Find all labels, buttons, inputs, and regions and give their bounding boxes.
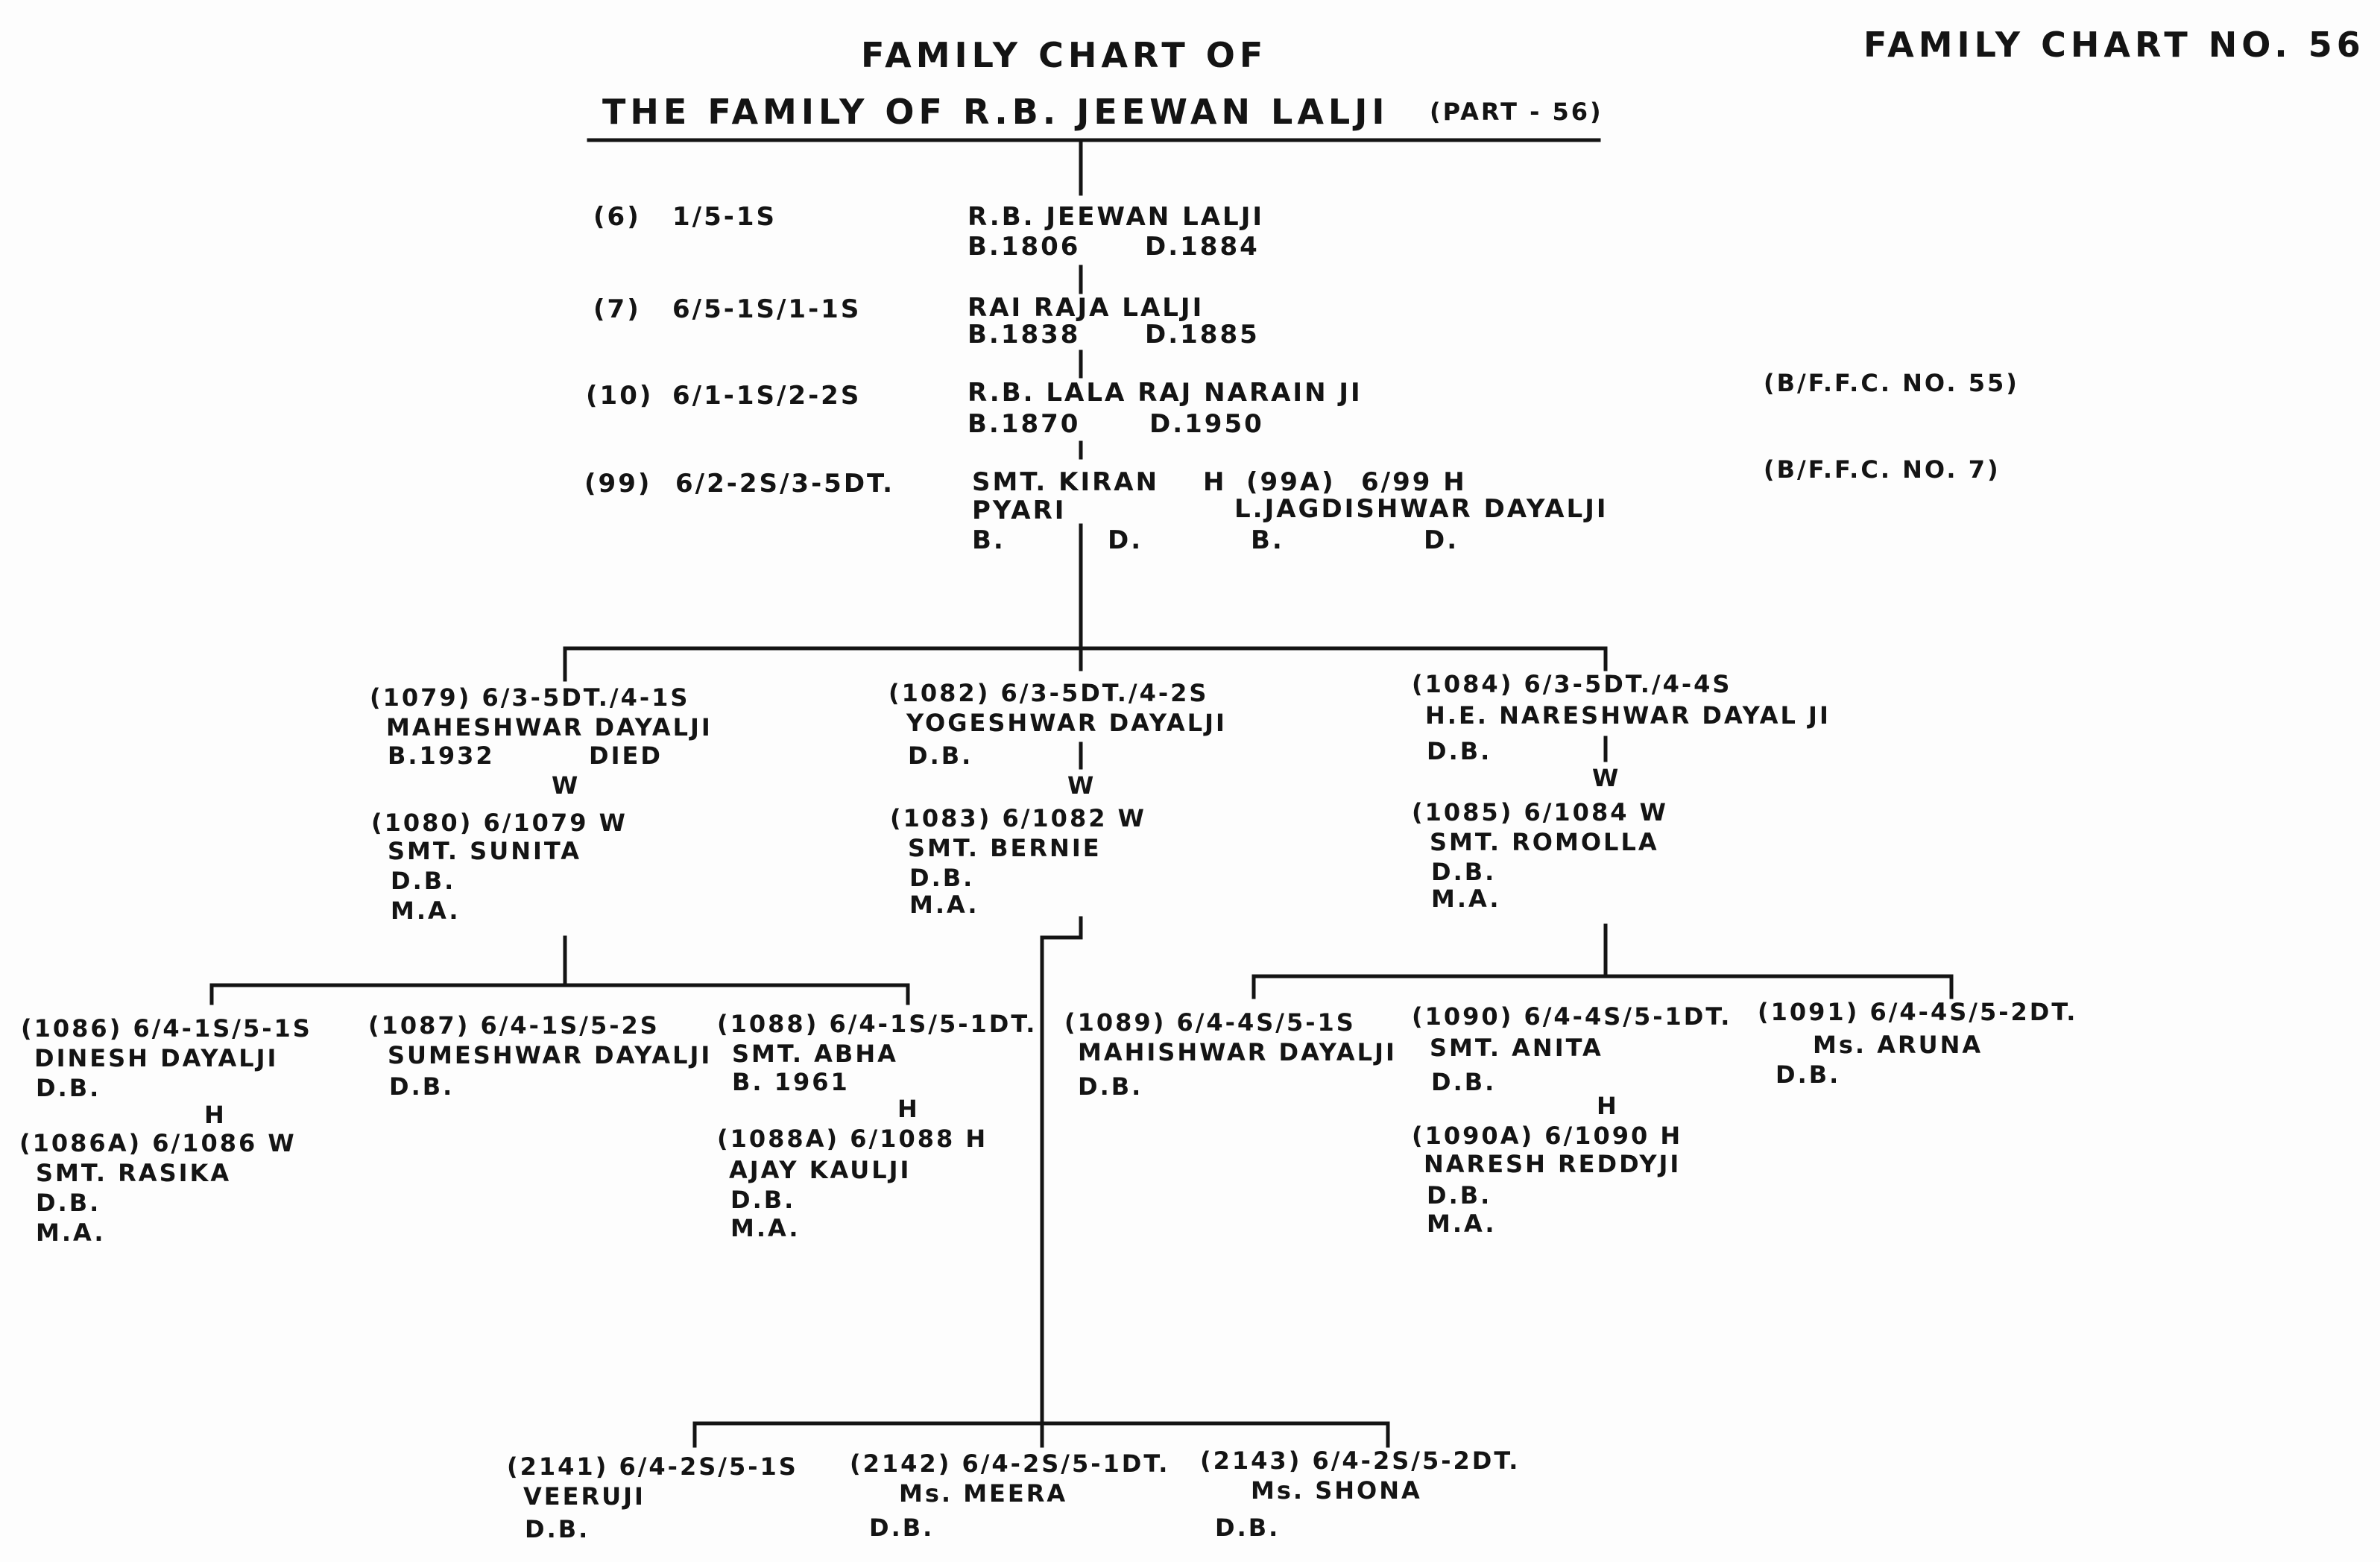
gen6-1090-name: SMT. ANITA (1430, 1034, 1603, 1062)
gen5-1083-db: D.B. (909, 864, 975, 892)
gen4-spouse-born: B. (1251, 525, 1284, 555)
gen5-1085-ma: M.A. (1431, 885, 1501, 913)
gen6-1090-header: (1090) 6/4-4S/5-1DT. (1412, 1002, 1732, 1031)
gen6-1086a-db: D.B. (36, 1189, 101, 1217)
gen5-1080-db: D.B. (391, 867, 456, 895)
gen5-1082-header: (1082) 6/3-5DT./4-2S (888, 679, 1209, 707)
gen6b-2143-name: Ms. SHONA (1251, 1476, 1422, 1505)
gen5-1079-born: B.1932 (388, 742, 495, 770)
chart-title-line2: THE FAMILY OF R.B. JEEWAN LALJI (602, 92, 1389, 132)
gen4-code: (99) (584, 469, 652, 499)
gen6b-2143-header: (2143) 6/4-2S/5-2DT. (1200, 1446, 1521, 1475)
gen5-1079-relation: W (552, 771, 581, 800)
gen4-spouse-died: D. (1424, 525, 1459, 555)
gen5-1080-name: SMT. SUNITA (388, 837, 581, 865)
gen5-1084-header: (1084) 6/3-5DT./4-4S (1412, 670, 1732, 698)
gen3-died: D.1950 (1149, 409, 1264, 439)
gen6-1088a-db: D.B. (730, 1186, 796, 1214)
gen5-1083-ma: M.A. (909, 891, 979, 919)
gen6b-2142-db: D.B. (869, 1514, 935, 1542)
gen6-1088-born: B. 1961 (732, 1068, 850, 1096)
gen3-name: R.B. LALA RAJ NARAIN JI (968, 378, 1363, 408)
gen6-1087-db: D.B. (389, 1072, 455, 1101)
gen3-reference: (B/F.F.C. NO. 55) (1764, 369, 2019, 397)
gen5-1079-died: DIED (589, 742, 663, 770)
chart-part-label: (PART - 56) (1430, 98, 1603, 126)
gen6-1087-header: (1087) 6/4-1S/5-2S (368, 1011, 660, 1040)
gen6-1091-name: Ms. ARUNA (1813, 1031, 1983, 1059)
gen4-path: 6/2-2S/3-5DT. (675, 469, 894, 499)
gen6-1089-db: D.B. (1078, 1072, 1143, 1101)
gen1-born: B.1806 (968, 232, 1081, 262)
gen6-1088-name: SMT. ABHA (732, 1040, 898, 1068)
gen6-1090a-db: D.B. (1427, 1181, 1492, 1210)
gen6-1086-db: D.B. (36, 1074, 101, 1102)
gen5-1079-name: MAHESHWAR DAYALJI (386, 713, 713, 742)
gen5-1085-name: SMT. ROMOLLA (1430, 828, 1659, 856)
gen6-1089-name: MAHISHWAR DAYALJI (1078, 1038, 1397, 1066)
gen6-1090a-header: (1090A) 6/1090 H (1412, 1122, 1683, 1150)
gen4-spouse-path: 6/99 H (1361, 467, 1467, 497)
gen4-spouse-code: (99A) (1246, 467, 1336, 497)
gen6-1086a-header: (1086A) 6/1086 W (19, 1129, 297, 1157)
gen5-1082-db: D.B. (908, 742, 973, 770)
gen5-1085-db: D.B. (1431, 858, 1497, 886)
gen4-relation: H (1203, 467, 1227, 497)
gen6-1088a-ma: M.A. (730, 1214, 801, 1242)
gen4-died: D. (1108, 525, 1143, 555)
gen3-code: (10) (586, 381, 654, 411)
gen1-code: (6) (593, 202, 641, 232)
gen5-1085-header: (1085) 6/1084 W (1412, 798, 1668, 826)
gen3-born: B.1870 (968, 409, 1081, 439)
gen6-1090-db: D.B. (1431, 1068, 1497, 1096)
gen6-1086-name: DINESH DAYALJI (34, 1044, 279, 1072)
gen5-1079-header: (1079) 6/3-5DT./4-1S (370, 683, 690, 712)
gen6-1091-db: D.B. (1775, 1060, 1841, 1089)
gen6-1090a-name: NARESH REDDYJI (1424, 1150, 1682, 1178)
gen6b-2142-name: Ms. MEERA (899, 1479, 1068, 1508)
gen5-1083-header: (1083) 6/1082 W (890, 804, 1146, 832)
gen2-name: RAI RAJA LALJI (968, 293, 1205, 323)
gen2-born: B.1838 (968, 320, 1081, 350)
gen4-born: B. (972, 525, 1006, 555)
gen6-1090-relation: H (1597, 1092, 1619, 1120)
gen4-name-line1: SMT. KIRAN (972, 467, 1160, 497)
gen6-1087-name: SUMESHWAR DAYALJI (388, 1041, 713, 1069)
gen6-1088-header: (1088) 6/4-1S/5-1DT. (717, 1010, 1038, 1038)
gen2-died: D.1885 (1145, 320, 1260, 350)
gen6-1089-header: (1089) 6/4-4S/5-1S (1064, 1008, 1356, 1037)
gen2-path: 6/5-1S/1-1S (672, 294, 862, 324)
gen5-1082-relation: W (1067, 771, 1096, 800)
gen1-name: R.B. JEEWAN LALJI (968, 202, 1265, 232)
gen4-name-line2: PYARI (972, 496, 1067, 525)
gen6b-2142-header: (2142) 6/4-2S/5-1DT. (850, 1449, 1170, 1478)
gen4-spouse-name: L.JAGDISHWAR DAYALJI (1234, 494, 1609, 524)
gen6-1091-header: (1091) 6/4-4S/5-2DT. (1758, 998, 2078, 1026)
gen6b-2143-db: D.B. (1215, 1514, 1281, 1542)
gen6-1088-relation: H (897, 1095, 920, 1123)
gen5-1083-name: SMT. BERNIE (908, 834, 1102, 862)
gen6-1090a-ma: M.A. (1427, 1210, 1497, 1238)
gen6-1086-relation: H (204, 1101, 227, 1129)
gen2-code: (7) (593, 294, 641, 324)
gen1-died: D.1884 (1145, 232, 1260, 262)
gen5-1084-db: D.B. (1427, 737, 1492, 765)
gen5-1084-name: H.E. NARESHWAR DAYAL JI (1425, 701, 1831, 730)
gen1-path: 1/5-1S (672, 202, 777, 232)
chart-number: FAMILY CHART NO. 56 (1863, 25, 2365, 65)
gen3-path: 6/1-1S/2-2S (672, 381, 862, 411)
gen6-1086-header: (1086) 6/4-1S/5-1S (21, 1014, 312, 1043)
gen6-1088a-header: (1088A) 6/1088 H (717, 1125, 988, 1153)
gen5-1084-relation: W (1592, 764, 1621, 792)
gen5-1080-header: (1080) 6/1079 W (371, 809, 628, 837)
gen5-1080-ma: M.A. (391, 897, 461, 925)
gen6-1086a-ma: M.A. (36, 1218, 106, 1247)
gen5-1082-name: YOGESHWAR DAYALJI (906, 709, 1227, 737)
gen6-1086a-name: SMT. RASIKA (36, 1159, 232, 1187)
gen6b-2141-header: (2141) 6/4-2S/5-1S (507, 1452, 798, 1481)
gen6-1088a-name: AJAY KAULJI (729, 1156, 912, 1184)
gen4-reference: (B/F.F.C. NO. 7) (1764, 455, 2001, 484)
chart-title-line1: FAMILY CHART OF (861, 35, 1268, 75)
gen6b-2141-db: D.B. (525, 1515, 590, 1543)
gen6b-2141-name: VEERUJI (523, 1482, 645, 1511)
